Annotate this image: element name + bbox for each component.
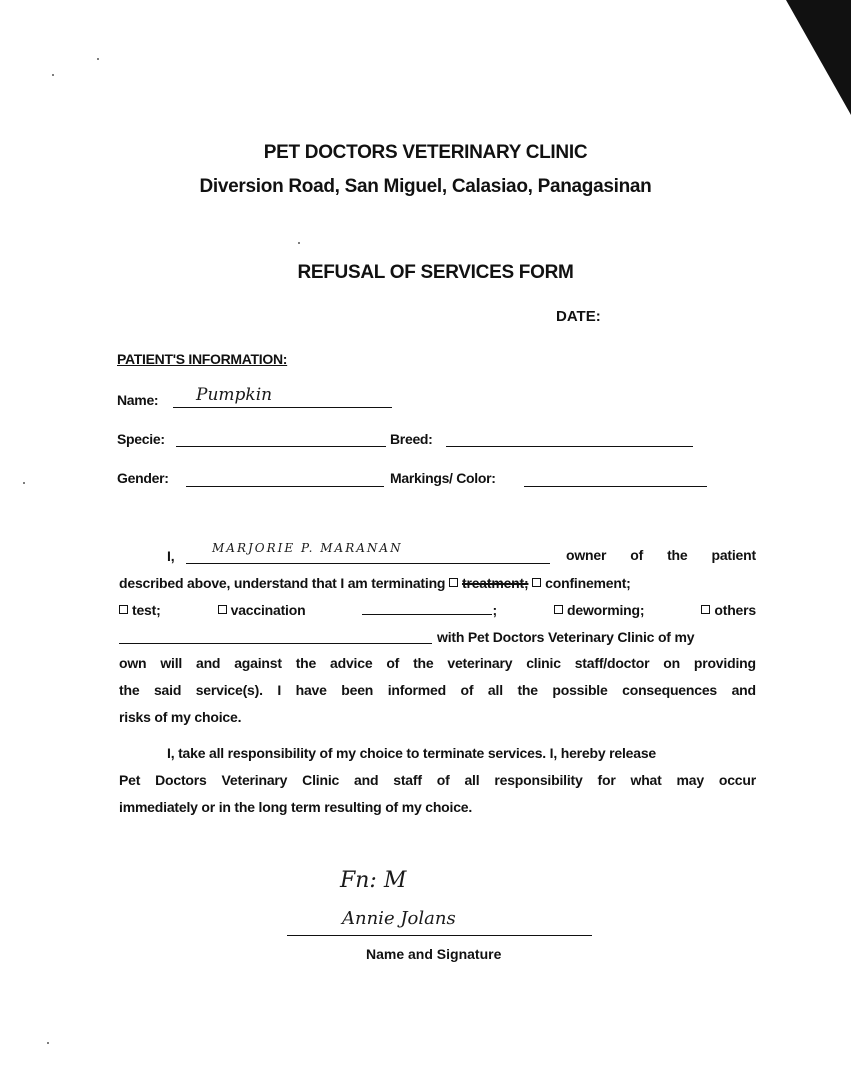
name-value: Pumpkin [196,385,273,405]
confinement-checkbox[interactable] [532,578,541,587]
markings-label: Markings/ Color: [390,470,496,486]
word: Pet [119,772,141,788]
word: patient [711,547,756,563]
word: of [460,682,474,698]
clinic-name: PET DOCTORS VETERINARY CLINIC [263,142,588,163]
word: against [234,655,282,671]
word: all [487,682,503,698]
word: staff/doctor [574,655,650,671]
word: veterinary [447,655,513,671]
statement-line-4: with Pet Doctors Veterinary Clinic of my [437,629,695,645]
breed-label: Breed: [390,431,433,447]
statement-line-2-text: described above, understand that I am terminating [119,575,446,591]
clinic-address: Diversion Road, San Miguel, Calasiao, Panagasinan [199,176,652,197]
word: of [386,655,400,671]
test-checkbox[interactable] [119,605,128,614]
word: staff [393,772,422,788]
statement-i: I, [167,548,175,564]
word: Doctors [155,772,207,788]
scan-speck [47,1042,49,1044]
statement-line-3 [119,602,756,618]
word: Clinic [302,772,340,788]
treatment-option: treatment; [461,575,529,591]
word: all [464,772,480,788]
word: Veterinary [221,772,288,788]
word: and [354,772,379,788]
statement-line-5 [119,655,756,671]
markings-field-line [524,486,707,487]
release-line-1: I, take all responsibility of my choice to terminate services. I, hereby release [167,745,656,761]
name-field-line [173,407,392,408]
word: service(s). [195,682,263,698]
word: the [517,682,538,698]
word: the [413,655,434,671]
word: of [630,547,644,563]
word: responsibility [494,772,583,788]
word: for [597,772,616,788]
scan-speck [23,482,25,484]
others-checkbox[interactable] [701,605,710,614]
signature-line-2: Annie Jolans [342,908,456,929]
gender-field-line [186,486,384,487]
gender-label: Gender: [117,470,169,486]
patient-info-heading: PATIENT'S INFORMATION: [117,351,288,367]
vaccination-option: vaccination [230,602,306,618]
word: I [277,682,282,698]
signature-label: Name and Signature [366,946,502,962]
vaccination-checkbox[interactable] [218,605,227,614]
statement-line-1-end [566,547,756,563]
scan-speck [97,58,99,60]
treatment-checkbox[interactable] [449,578,458,587]
word: consequences [622,682,718,698]
word: the [119,682,140,698]
word: been [341,682,374,698]
scan-speck [298,242,300,244]
word: the [667,547,688,563]
word: advice [330,655,373,671]
word: clinic [526,655,561,671]
specie-label: Specie: [117,431,165,447]
word: may [676,772,704,788]
breed-field-line [446,446,693,447]
signature-line [287,935,592,936]
signature-line-1: Fn: M [340,868,407,893]
owner-name-line [186,563,550,564]
scan-corner-shadow [786,0,851,115]
word: own [119,655,147,671]
scan-speck [52,74,54,76]
word: occur [718,772,756,788]
deworming-option: deworming; [567,602,645,618]
owner-name-value: MARJORIE P. MARANAN [212,541,403,555]
word: and [195,655,221,671]
word: what [630,772,662,788]
word: the [295,655,317,671]
release-line-3: immediately or in the long term resulting of my choice. [119,799,473,815]
vaccination-field-line [362,604,492,615]
confinement-option: confinement; [545,575,631,591]
deworming-checkbox[interactable] [554,605,563,614]
specie-field-line [176,446,386,447]
statement-line-6 [119,682,756,698]
word: of [436,772,450,788]
word: on [663,655,680,671]
semicolon: ; [492,602,497,618]
release-line-2 [119,772,756,788]
word: and [731,682,756,698]
word: will [160,655,183,671]
word: said [153,682,182,698]
word: possible [552,682,608,698]
form-title: REFUSAL OF SERVICES FORM [297,262,574,283]
word: owner [566,547,607,563]
others-field-line [119,643,432,644]
others-option: others [714,602,756,618]
statement-line-7: risks of my choice. [119,709,242,725]
date-label: DATE: [556,308,601,325]
statement-line-2 [119,575,631,591]
word: informed [387,682,446,698]
test-option: test; [132,602,161,618]
word: providing [693,655,756,671]
name-label: Name: [117,392,159,408]
word: have [295,682,327,698]
